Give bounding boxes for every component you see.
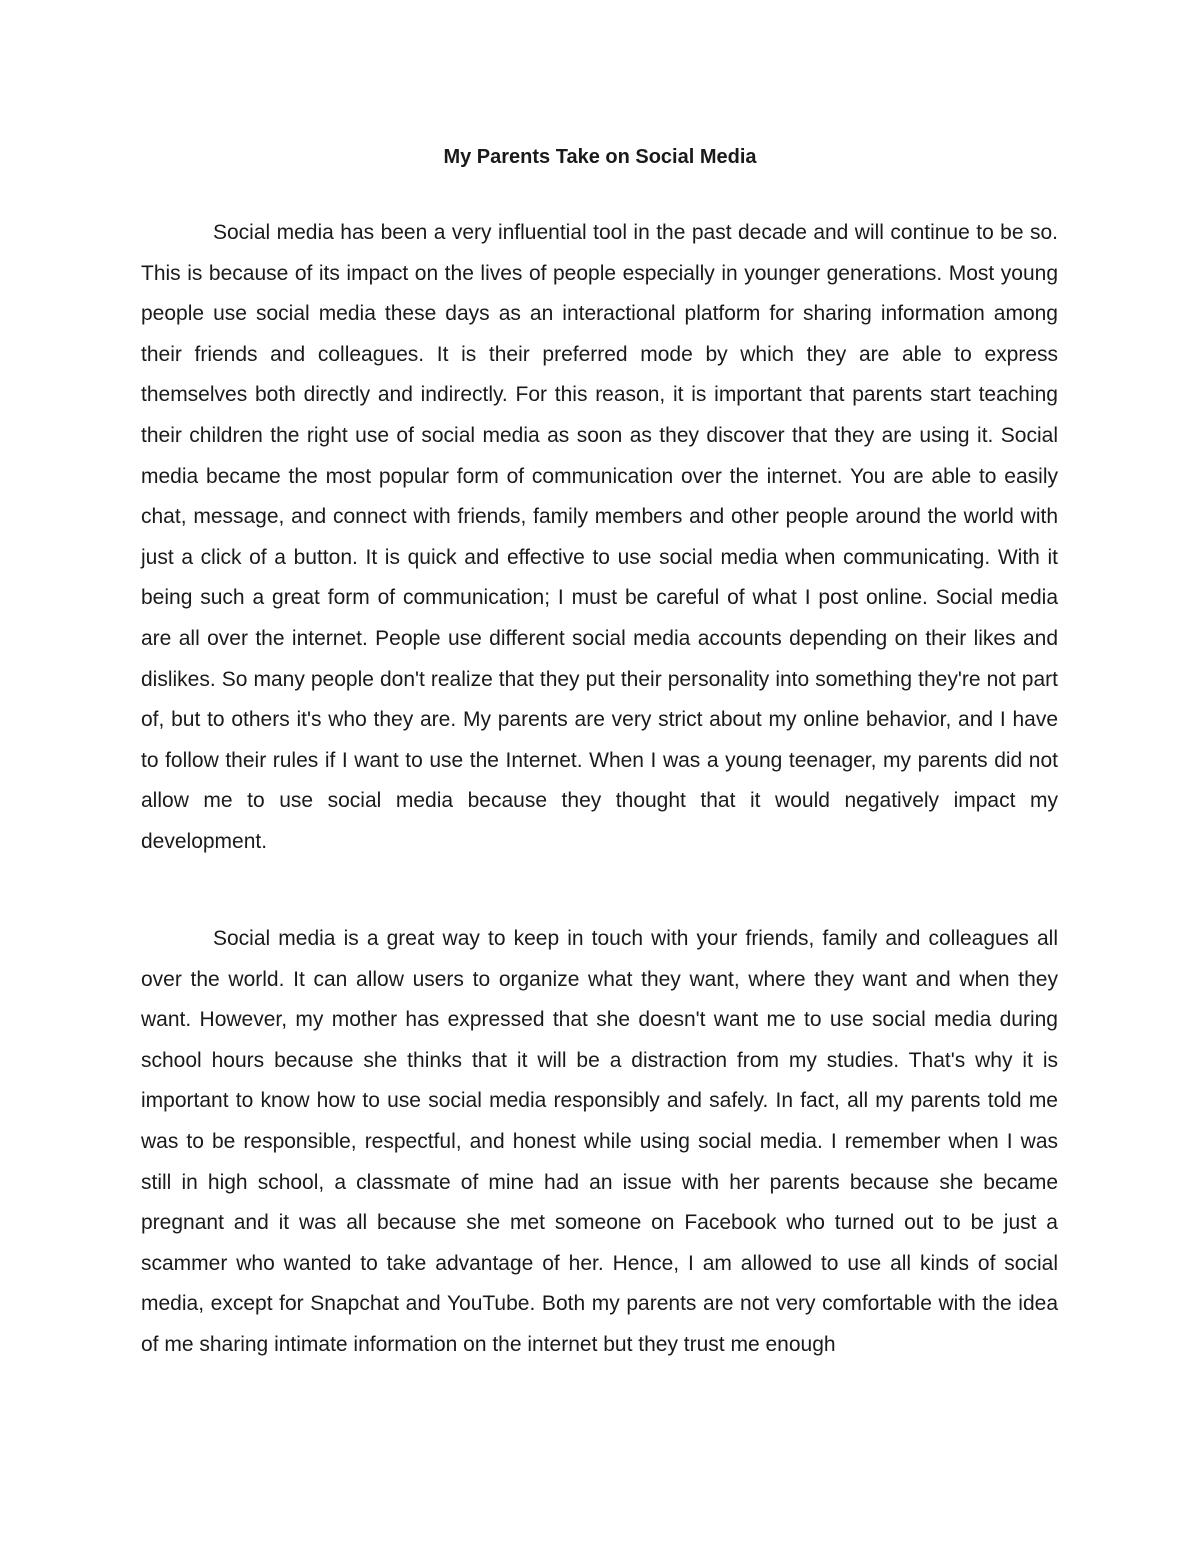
body-paragraph-1: Social media has been a very influential tool in the past decade and will continue to be so. This is because of its impact on the lives of people especially in younger generations. Most young people use social media these days as an interactional platform for sharing information among their friends and colleagues. It is their preferred mode by which they are able to express themselves both directly and indirectly. For this reason, it is important that parents start teaching their children the right use of social media as soon as they discover that they are using it. Social media became the most popular form of communication over the internet. You are able to easily chat, message, and connect with friends, family members and other people around the world with just a click of a button. It is quick and effective to use social media when communicating. With it being such a great form of communication; I must be careful of what I post online. Social media are all over the internet. People use different social media accounts depending on their likes and dislikes. So many people don't realize that they put their personality into something they're not part of, but to others it's who they are. My parents are very strict about my online behavior, and I have to follow their rules if I want to use the Internet. When I was a young teenager, my parents did not allow me to use social media because they thought that it would negatively impact my development.	[141, 221, 1058, 853]
document-title: My Parents Take on Social Media	[443, 146, 757, 168]
body-paragraph-2: Social media is a great way to keep in touch with your friends, family and colleagues all over the world. It can allow users to organize what they want, where they want and when they want. However, my mother has expressed that she doesn't want me to use social media during school hours because she thinks that it will be a distraction from my studies. That's why it is important to know how to use social media responsibly and safely. In fact, all my parents told me was to be responsible, respectful, and honest while using social media. I remember when I was still in high school, a classmate of mine had an issue with her parents because she became pregnant and it was all because she met someone on Facebook who turned out to be just a scammer who wanted to take advantage of her. Hence, I am allowed to use all kinds of social media, except for Snapchat and YouTube. Both my parents are not very comfortable with the idea of me sharing intimate information on the internet but they trust me enough	[141, 927, 1058, 1356]
